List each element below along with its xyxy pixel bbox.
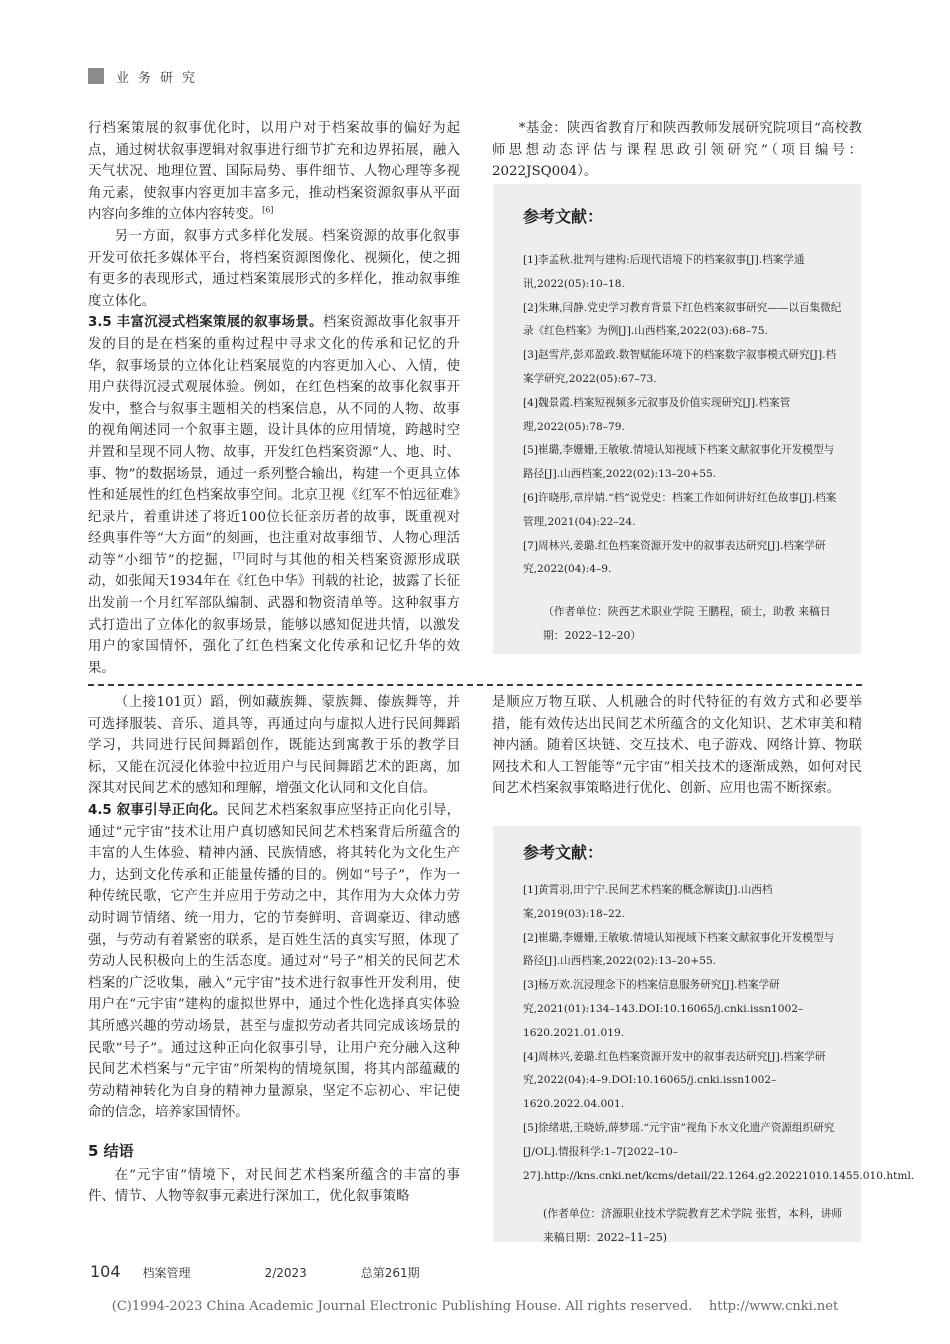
body-paragraph: 行档案策展的叙事优化时，以用户对于档案故事的偏好为起点，通过树状叙事逻辑对叙事进行细节扩充和边界拓展，融入天气状况、地理位置、国际局势、事件细节、人物心理等多视角元素，使叙事内容更加丰富多元，推动档案资源叙事从平面内容向多维的立体内容转变。[6] [88,121,460,223]
fund-note [492,118,862,183]
section-heading-5: 5 结语 [88,1141,134,1160]
continued-paragraph: （上接101页）蹈，例如藏族舞、蒙族舞、傣族舞等，并可选择服装、音乐、道具等，再通过向与虚拟人进行民间舞蹈学习，共同进行民间舞蹈创作，既能达到寓教于乐的教学目标，又能在沉浸化体验中拉近用户与民间舞蹈艺术的距离，加深其对民间艺术的感知和理解，增强文化认同和文化自信。 [88,695,460,797]
section-4-5: 4.5 叙事引导正向化。民间艺术档案叙事应坚持正向化引导，通过“元宇宙”技术让用户真切感知民间艺术档案背后所蕴含的丰富的人生体验、精神内涵、民族情感，将其转化为文化生产力，达到文化传承和正能量传播的目的。例如“号子”，作为一种传统民歌，它产生并应用于劳动之中，其作用为大众体力劳动时调节情绪、统一用力，它的节奏鲜明、音调豪迈、律动感强，与劳动有着紧密的联系，是百姓生活的真实写照，体现了劳动人民积极向上的生活态度。通过对“号子”相关的民间艺术档案的广泛收集，融入“元宇宙”技术进行叙事性开发利用，使用户在“元宇宙”建构的虚拟世界中，通过个性化选择真实体验其所感兴趣的劳动场景，甚至与虚拟劳动者共同完成该场景的民歌“号子”。通过这种正向化叙事引导，让用户充分融入这种民间艺术档案与“元宇宙”所架构的情境氛围，将其内部蕴藏的劳动精神转化为自身的精神力量源泉，坚定不忘初心、牢记使命的信念，培养家国情怀。 [88,802,461,1121]
running-header [88,66,204,86]
reference-list [523,249,843,582]
copyright-line: (C)1994-2023 China Academic Journal Electronic Publishing House. All rights reserved. http://www.cnki.net [111,1299,839,1314]
conclusion-paragraph: 在“元宇宙”情境下，对民间艺术档案所蕴含的丰富的事件、情节、人物等叙事元素进行深加工，优化叙事策略 [88,1167,460,1205]
reference-item: [2]朱琳,闫静.党史学习教育背景下红色档案叙事研究——以百集微纪录《红色档案》为例[J].山西档案,2022(03):68–75. [523,301,842,338]
article-divider [88,684,862,686]
author-note: （作者单位：陕西艺术职业学院 王鹏程，硕士，助教 来稿日期：2022–12–20） [543,605,831,643]
journal-name: 档案管理 [142,1266,191,1280]
reference-item: [2]崔璐,李姗姗,王敏敏.情境认知视域下档案文献叙事化开发模型与路径[J].山西档案,2022(02):13–20+55. [523,931,835,968]
bottom-left-column [88,692,460,1208]
section-heading-3-5: 3.5 丰富沉浸式档案策展的叙事场景。 [88,315,323,331]
body-paragraph: 是顺应万物互联、人机融合的时代特征的有效方式和必要举措，能有效传达出民间艺术所蕴含的文化知识、艺术审美和精神内涵。随着区块链、交互技术、电子游戏、网络计算、物联网技术和人工智能等“元宇宙”相关技术的逐渐成熟，如何对民间艺术档案叙事策略进行优化、创新、应用也需不断探索。 [492,695,862,797]
top-left-column [88,118,460,679]
fund-note-text: *基金：陕西省教育厅和陕西教师发展研究院项目“高校教师思想动态评估与课程思政引领研究”（项目编号：2022JSQ004）。 [492,121,862,180]
total-issue: 总第261期 [360,1266,420,1280]
header-section-title: 业务研究 [116,70,205,86]
references-title: 参考文献： [523,843,604,862]
references-title: 参考文献： [523,207,604,226]
reference-item: [4]周林兴,姜璐.红色档案资源开发中的叙事表达研究[J].档案学研究,2022(04):4–9.DOI:10.16065/j.cnki.issn1002–1620.2022.04.001. [523,1050,826,1111]
reference-list [523,879,915,1188]
body-paragraph: 另一方面，叙事方式多样化发展。档案资源的故事化叙事开发可依托多媒体平台，将档案资源图像化、视频化，使之拥有更多的表现形式，通过档案策展形式的多样化，推动叙事维度立体化。 [88,228,460,309]
header-square-icon [88,68,104,84]
page-footer [90,1262,420,1281]
section-3-5: 3.5 丰富沉浸式档案策展的叙事场景。档案资源故事化叙事开发的目的是在档案的重构过程中寻求文化的传承和记忆的升华，叙事场景的立体化让档案展览的内容更加入心、入情，使用户获得沉浸式观展体验。例如，在红色档案的故事化叙事开发中，整合与叙事主题相关的档案信息，从不同的人物、故事的视角阐述同一个叙事主题，设计具体的应用情境，跨越时空并置和呈现不同人物、故事，开发红色档案资源“人、地、时、事、物”的数据场景，通过一系列整合输出，构建一个更具立体性和延展性的红色档案故事空间。北京卫视《红军不怕远征难》纪录片，着重讲述了将近100位长征亲历者的故事，既重视对经典事件等“大方面”的刻画，也注重对故事细节、人物心理活动等“小细节”的挖掘，[7]同时与其他的相关档案资源形成联动，如张闻天1934年在《红色中华》刊载的社论，披露了长征出发前一个月红军部队编制、武器和物资清单等。这种叙事方式打造出了立体化的叙事场景，能够以感知促进共情，以激发用户的家国情怀，强化了红色档案文化传承和记忆升华的效果。 [88,315,460,676]
issue-number: 2/2023 [264,1266,307,1280]
reference-item: [5]崔璐,李姗姗,王敏敏.情境认知视域下档案文献叙事化开发模型与路径[J].山西档案,2022(02):13–20+55. [523,444,835,481]
reference-item: [3]杨万欢.沉浸理念下的档案信息服务研究[J].档案学研究,2021(01):134–143.DOI:10.16065/j.cnki.issn1002–1620.2021.01.019. [523,979,804,1039]
reference-item: [6]许晓彤,章岸婧.“档”说党史：档案工作如何讲好红色故事[J].档案管理,2021(04):22–24. [523,491,837,528]
top-references-box [493,184,861,654]
reference-item: [3]赵雪芹,彭邓盈政.数智赋能环境下的档案数字叙事模式研究[J].档案学研究,2022(05):67–73. [523,349,837,385]
reference-item: [4]魏景霞.档案短视频多元叙事及价值实现研究[J].档案管理,2022(05):78–79. [523,396,791,433]
reference-item: [5]徐绪堪,王晓娇,薛梦瑶.“元宇宙”视角下水文化遗产资源组织研究[J/OL].情报科学:1–7[2022–10–27].http://kns.cnki.net/kcms/detail/22.1264.g2.20221010.1455.010.html. [523,1121,915,1182]
bottom-right-column [492,692,862,800]
reference-item: [7]周林兴,姜璐.红色档案资源开发中的叙事表达研究[J].档案学研究,2022(04):4–9. [523,539,826,576]
citation-mark: [6] [262,205,274,215]
bottom-references-box [493,826,915,1245]
author-note: (作者单位：济源职业技术学院教育艺术学院 张哲，本科，讲师 来稿日期：2022–11–25) [543,1207,843,1245]
page-number: 104 [90,1262,121,1281]
reference-item: [1]李孟秋.批判与建构:后现代语境下的档案叙事[J].档案学通讯,2022(05):10–18. [523,254,805,290]
section-heading-4-5: 4.5 叙事引导正向化。 [88,802,227,818]
reference-item: [1]黄霄羽,田宁宁.民间艺术档案的概念解读[J].山西档案,2019(03):18–22. [523,884,773,920]
citation-mark: [7] [233,551,245,561]
